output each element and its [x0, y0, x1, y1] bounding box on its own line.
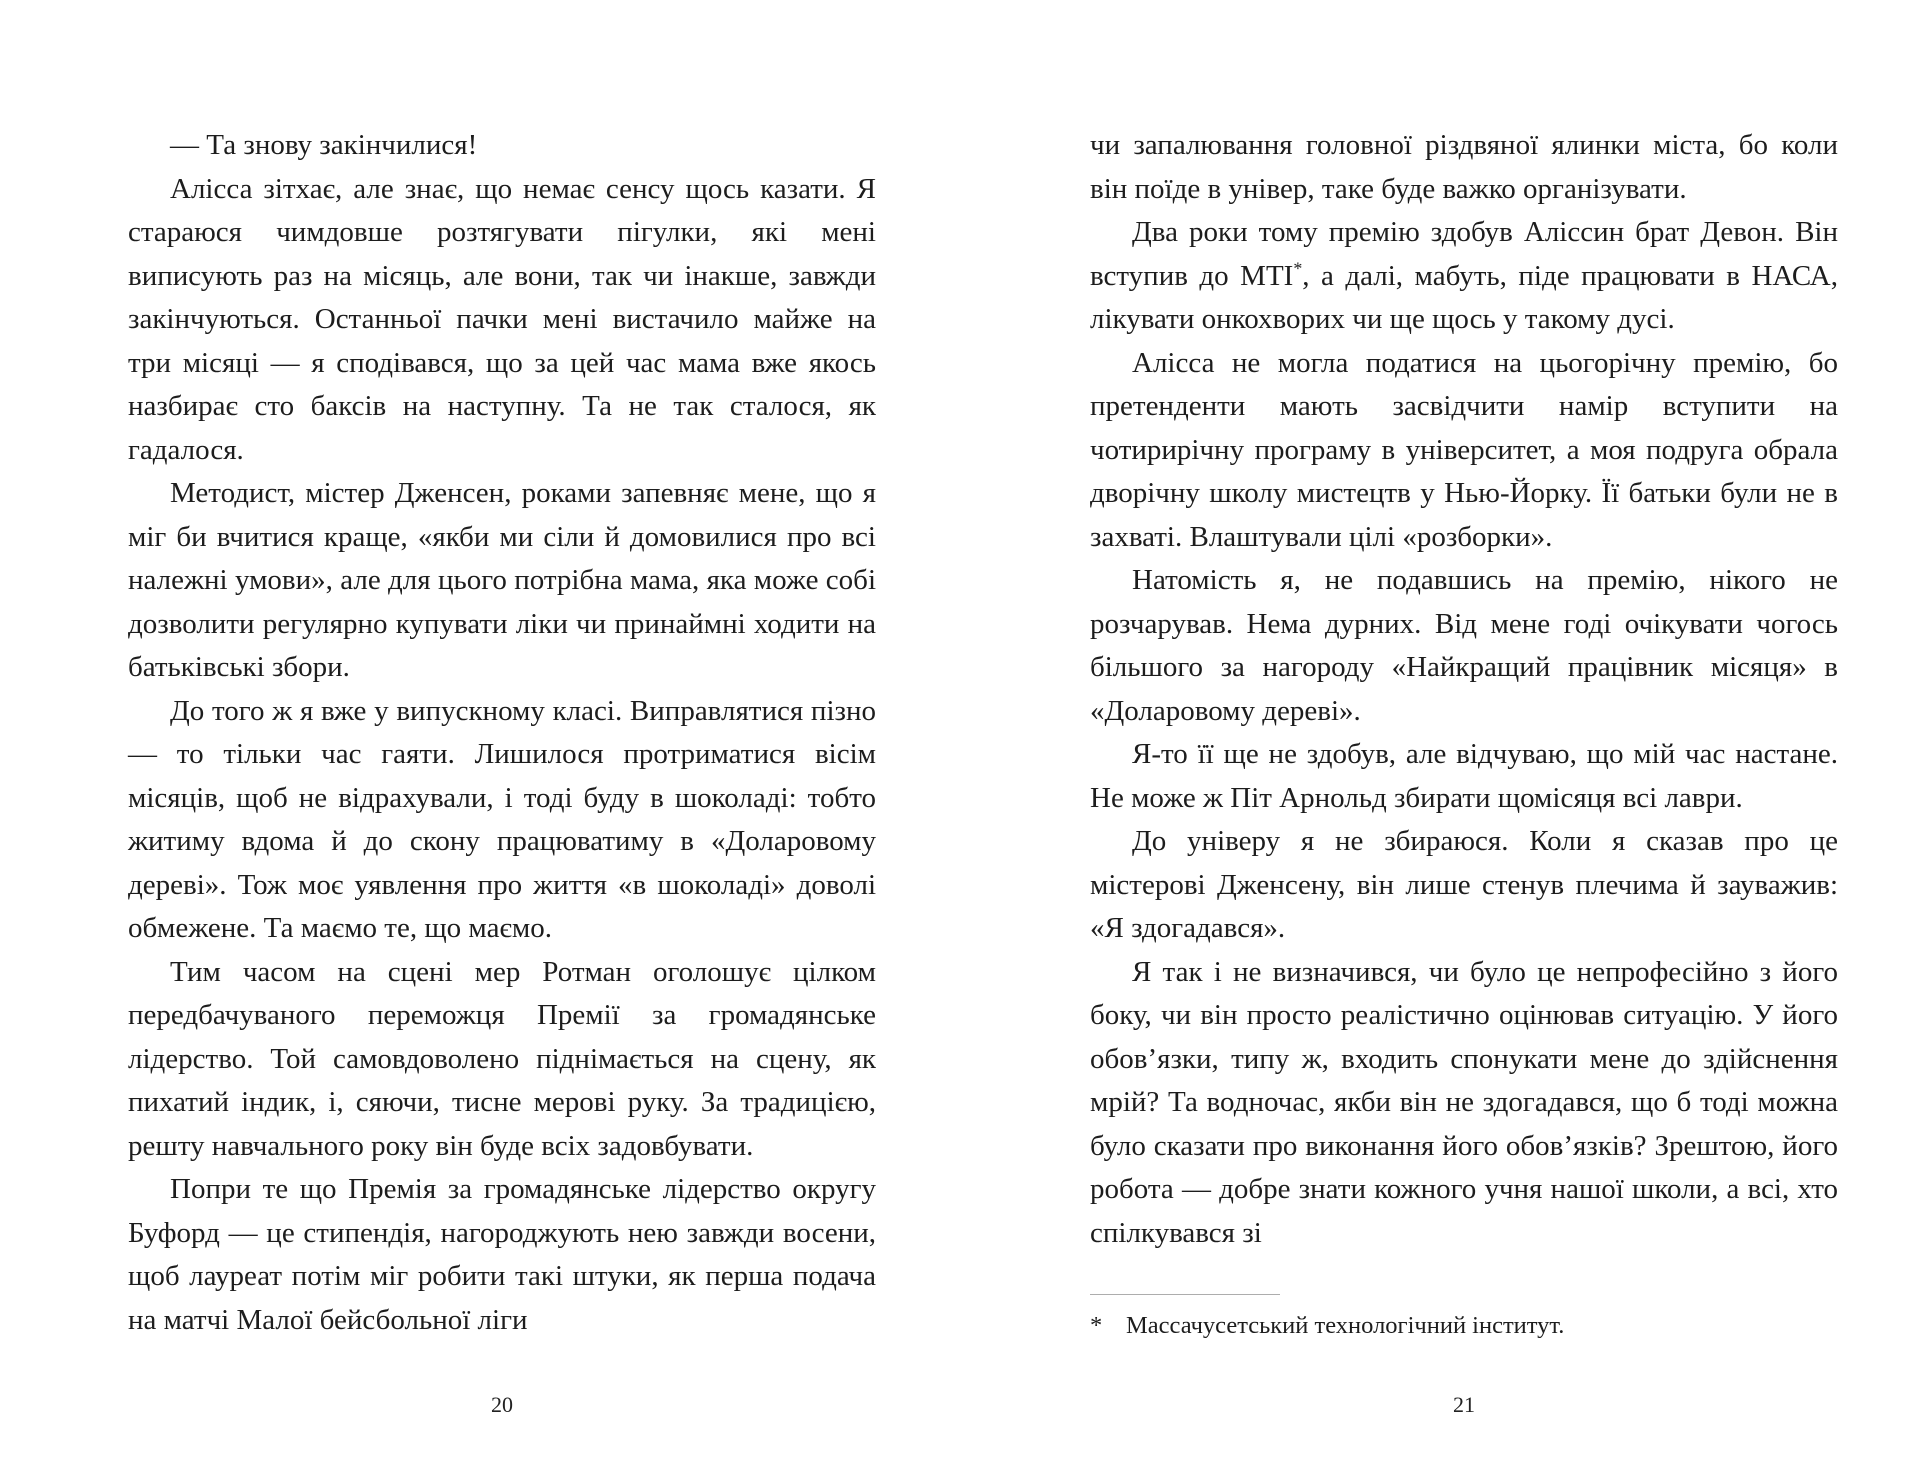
page-number-right: 21: [1453, 1392, 1475, 1417]
page-right-text: [1090, 124, 1838, 1255]
footnote-text: Массачусетський технологічний інститут.: [1126, 1312, 1565, 1339]
footnote-marker: *: [1090, 1312, 1103, 1339]
paragraph: До того ж я вже у випускному класі. Виправлятися пізно — то тільки час гаяти. Лишилося протриматися вісім місяців, щоб не відрахували, і тоді буду в шоколаді: тобто житиму вдома й до скону працюватиму в «Доларовому дереві». Тож моє уявлення про життя «в шоколаді» доволі обмежене. Та маємо те, що маємо.: [128, 694, 876, 944]
footnote-ref: *: [1293, 257, 1303, 278]
paragraph: [1090, 211, 1838, 342]
paragraph: Тим часом на сцені мер Ротман оголошує цілком передбачуваного переможця Премії за громадянське лідерство. Той самовдоволено піднімається на сцену, як пихатий індик, і, сяючи, тисне мерові руку. За традицією, решту навчального року він буде всіх задовбувати.: [128, 955, 876, 1162]
paragraph-text: , а далі, мабуть, піде працювати в НАСА, лікувати онкохворих чи ще щось у такому дусі.: [1090, 259, 1838, 335]
paragraph: Я-то її ще не здобув, але відчуваю, що мій час настане. Не може ж Піт Арнольд збирати щомісяця всі лаври.: [1090, 738, 1838, 814]
paragraph: Я так і не визначився, чи було це непрофесійно з його боку, чи він просто реалістично оцінював ситуацію. У його обов’язки, типу ж, входить спонукати мене до здійснення мрій? Та водночас, якби він не здогадався, що б тоді можна було сказати про виконання його обов’язків? Зрештою, його робота — добре знати кожного учня нашої школи, а всі, хто спілкувався зі: [1090, 955, 1838, 1249]
paragraph: До універу я не збираюся. Коли я сказав про це містерові Дженсену, він лише стенув плечима й зауважив: «Я здогадався».: [1090, 825, 1838, 944]
page-number-left: 20: [491, 1392, 513, 1417]
paragraph: Алісса зітхає, але знає, що немає сенсу щось казати. Я стараюся чимдовше розтягувати пігулки, які мені виписують раз на місяць, але вони, так чи інакше, завжди закінчуються. Останньої пачки мені вистачило майже на три місяці — я сподівався, що за цей час мама вже якось назбирає сто баксів на наступну. Та не так сталося, як гадалося.: [128, 172, 876, 466]
footnote-text-line: [1090, 1310, 1838, 1342]
paragraph: чи запалювання головної різдвяної ялинки міста, бо коли він поїде в універ, таке буде важко організувати.: [1090, 129, 1838, 205]
footnote: [1090, 1294, 1838, 1342]
page-left: [128, 124, 876, 1342]
paragraph-text: Два роки тому премію здобув Аліссин брат Девон. Він вступив до МТІ: [1090, 216, 1838, 292]
paragraph: Алісса не могла податися на цьогорічну премію, бо претенденти мають засвідчити намір вступити на чотирирічну програму в університет, а моя подруга обрала дворічну школу мистецтв у Нью-Йорку. Її батьки були не в захваті. Влаштували цілі «розборки».: [1090, 346, 1838, 553]
footnote-rule: [1090, 1294, 1280, 1295]
paragraph: Натомість я, не подавшись на премію, нікого не розчарував. Нема дурних. Від мене годі очікувати чогось більшого за нагороду «Найкращий працівник місяця» в «Доларовому дереві».: [1090, 564, 1838, 727]
paragraph: Методист, містер Дженсен, роками запевняє мене, що я міг би вчитися краще, «якби ми сіли й домовилися про всі належні умови», але для цього потрібна мама, яка може собі дозволити регулярно купувати ліки чи принаймні ходити на батьківські збори.: [128, 477, 876, 683]
paragraph: — Та знову закінчилися!: [170, 129, 478, 161]
page-right: [1090, 124, 1838, 1255]
paragraph: Попри те що Премія за громадянське лідерство округу Буфорд — це стипендія, нагороджують нею завжди восени, щоб лауреат потім міг робити такі штуки, як перша подача на матчі Малої бейсбольної ліги: [128, 1173, 876, 1336]
page-left-text: [128, 124, 876, 1342]
